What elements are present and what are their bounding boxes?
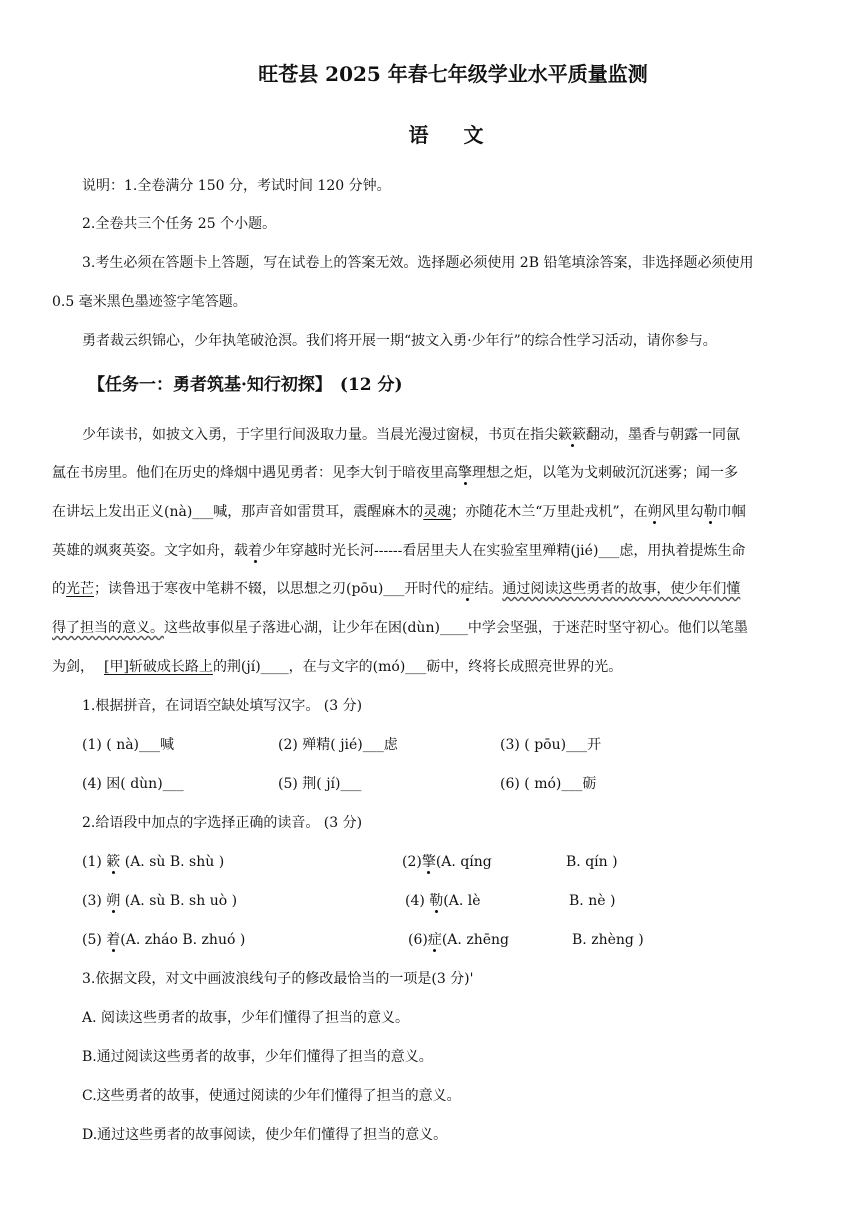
dotted-char: 簌 (106, 854, 121, 870)
passage-line-2 (52, 463, 738, 483)
passage-text: 的荆(jí)____，在与文字的(mó)___砺中，终将长成照亮世界的光。 (212, 659, 623, 675)
passage-text: 在讲坛上发出正义(nà)___喊，那声音如雷贯耳，震醒麻木的 (52, 504, 424, 520)
item-number: (6) (408, 932, 428, 948)
passage-text: 少年穿越时光长河------看居里夫人在实验室里殚精(jié)___虑，用执 (262, 543, 676, 559)
q1-item-4: (4) 困( dùn)___ (82, 776, 184, 792)
q3-option-d: D.通过这些勇者的故事阅读，使少年们懂得了担当的意义。 (82, 1127, 448, 1143)
passage-text: 英雄的飒爽英姿。文字如舟，载 (52, 543, 248, 559)
dotted-char: 朔 (106, 893, 121, 909)
passage-text: ；亦随花木兰“万里赴戎机”，在 (451, 504, 648, 520)
underlined-word: 光芒 (66, 581, 94, 597)
task-one-score: (12 分) (339, 375, 403, 395)
dotted-char: 着 (106, 932, 121, 948)
item-options: (A. zháo B. zhuó ) (120, 932, 246, 948)
exam-title: 旺苍县 2025 年春七年级学业水平质量监测 (258, 62, 648, 86)
item-number: (1) (82, 854, 107, 870)
q1-item-3: (3) ( pōu)___开 (500, 737, 602, 753)
passage-line-3 (52, 502, 746, 522)
task-one-heading (88, 372, 403, 398)
q3-option-b: B.通过阅读这些勇者的故事，少年们懂得了担当的意义。 (82, 1049, 433, 1065)
dotted-char: 勒 (703, 504, 718, 520)
subject-title: 语 文 (408, 123, 498, 147)
note-1: 说明：1.全卷满分 150 分，考试时间 120 分钟。 (82, 178, 391, 194)
item-option-a: (A. lè (443, 893, 481, 909)
passage-line-6 (52, 618, 748, 638)
q3-option-c: C.这些勇者的故事，使通过阅读的少年们懂得了担当的意义。 (82, 1088, 461, 1104)
passage-text: 巾帼 (717, 504, 746, 520)
item-number: (4) (405, 893, 430, 909)
underlined-word: 灵魂 (423, 504, 452, 520)
wavy-underlined-sentence: 得了担当的意义。 (52, 620, 164, 636)
dotted-char: 簌簌 (558, 427, 586, 443)
passage-line-5 (52, 579, 740, 599)
q2-item-2-option-b: B. qín ) (566, 854, 618, 870)
passage-text: 提炼生命 (689, 543, 746, 559)
dotted-char: 擎 (458, 465, 472, 481)
question-1-stem: 1.根据拼音，在词语空缺处填写汉字。 (3 分) (82, 698, 363, 714)
q2-item-3 (82, 891, 237, 911)
note-2: 2.全卷共三个任务 25 个小题。 (82, 216, 277, 232)
dotted-char: 勒 (429, 893, 444, 909)
item-option-a: (A. zhēng (441, 932, 509, 948)
note-3-line-2: 0.5 毫米黑色墨迹签字笔答题。 (52, 294, 247, 310)
passage-text: 这些故事似星子落进心湖，让少年在困(dùn)____中学会坚强，于迷茫时坚守初心。他们以笔墨 (164, 620, 748, 636)
item-number: (3) (82, 893, 107, 909)
question-3-stem: 3.依据文段，对文中画波浪线句子的修改最恰当的一项是(3 分)' (82, 971, 474, 987)
q2-item-4-option-b: B. nè ) (569, 893, 616, 909)
dotted-char: 症 (460, 581, 475, 597)
q2-item-6-option-b: B. zhèng ) (572, 932, 644, 948)
wavy-underlined-sentence: 通过阅读这些勇者的故事，使少年们懂 (502, 581, 741, 597)
item-option-a: (A. qíng (435, 854, 492, 870)
dotted-char: 擎 (421, 854, 436, 870)
q1-item-5: (5) 荆( jí)___ (278, 776, 362, 792)
item-options: (A. sù B. sh uò ) (120, 893, 238, 909)
dotted-char: 着 (248, 543, 262, 559)
q2-item-2 (402, 852, 492, 872)
dotted-char: 症 (427, 932, 442, 948)
q2-item-5 (82, 930, 245, 950)
q1-item-2: (2) 殚精( jié)___虑 (278, 737, 398, 753)
dotted-char: 朔 (647, 504, 662, 520)
passage-text: 理想之炬，以笔为戈刺破沉沉迷雾；闻一多 (472, 465, 738, 481)
item-number: (2) (402, 854, 422, 870)
underlined-phrase-jia: [甲]斩破成长路上 (104, 659, 213, 675)
passage-text: 少年读书，如披文入勇，于字里行间汲取力量。当晨光漫过窗棂，书页在指尖 (82, 427, 558, 443)
passage-text: 着 (675, 543, 690, 559)
passage-text: ；读鲁迅于寒夜中笔耕不辍，以思想之刃(pōu)___开时代的 (94, 581, 461, 597)
activity-intro: 勇者裁云织锦心，少年执笔破沧溟。我们将开展一期“披文入勇·少年行”的综合性学习活动，请你参与。 (82, 333, 717, 349)
passage-text: 风里勾 (661, 504, 704, 520)
q3-option-a: A. 阅读这些勇者的故事，少年们懂得了担当的意义。 (82, 1010, 410, 1026)
passage-text: 的 (52, 581, 66, 597)
q1-item-1: (1) ( nà)___喊 (82, 737, 175, 753)
q1-item-6: (6) ( mó)___砺 (500, 776, 597, 792)
question-2-stem: 2.给语段中加点的字选择正确的读音。 (3 分) (82, 815, 363, 831)
q2-item-1 (82, 852, 224, 872)
passage-line-4 (52, 541, 745, 561)
passage-text: 氲在书房里。他们在历史的烽烟中遇见勇者：见李大钊于暗夜里高 (52, 465, 458, 481)
passage-text: 结。 (474, 581, 503, 597)
task-one-title: 【任务一：勇者筑基·知行初探】 (88, 375, 332, 395)
passage-text: 翻动，墨香与朝露一同氤 (586, 427, 740, 443)
q2-item-4 (405, 891, 481, 911)
q2-item-6 (408, 930, 509, 950)
note-3-line-1: 3.考生必须在答题卡上答题，写在试卷上的答案无效。选择题必须使用 2B 铅笔填涂答案，非选择题必须使用 (82, 255, 754, 271)
passage-line-7 (52, 657, 622, 677)
item-number: (5) (82, 932, 107, 948)
passage-line-1 (82, 425, 740, 445)
passage-text: 为剑， (52, 659, 94, 675)
item-options: (A. sù B. shù ) (120, 854, 225, 870)
